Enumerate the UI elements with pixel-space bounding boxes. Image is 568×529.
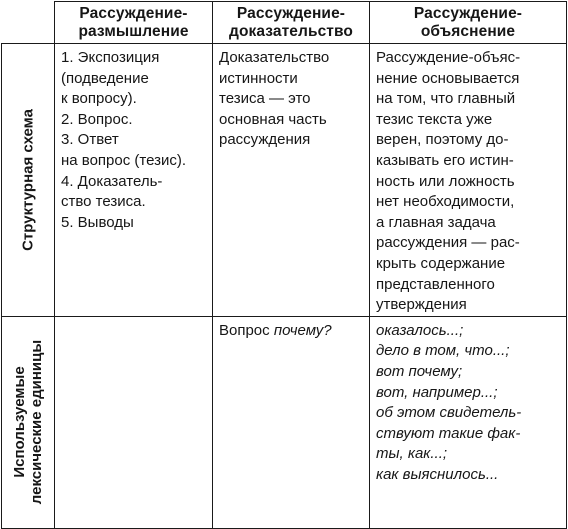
text-line: на том, что главный xyxy=(376,90,516,108)
structure-reflection-cell xyxy=(55,44,213,317)
text-line: ствуют такие фак- xyxy=(376,424,521,442)
text-line xyxy=(219,321,365,342)
text-line: на вопрос (тезис). xyxy=(61,151,187,169)
text-line: рассуждения xyxy=(219,131,311,149)
text-line: представленного xyxy=(376,275,495,293)
text-line: (подведение xyxy=(61,69,149,87)
structure-explanation-cell xyxy=(370,44,567,317)
text-line: нение основывается xyxy=(376,69,520,87)
text-line: вот почему; xyxy=(376,362,463,380)
structure-row-header xyxy=(2,44,55,317)
text-line: 2. Вопрос. xyxy=(61,110,133,128)
header-proof-line-2: доказательство xyxy=(229,22,353,40)
header-proof xyxy=(213,2,370,44)
text-line: оказалось...; xyxy=(376,321,464,339)
text-line: основная часть xyxy=(219,110,327,128)
text-line: тезис текста уже xyxy=(376,110,493,128)
text-line: 5. Выводы xyxy=(61,213,134,231)
text-line: дело в том, что...; xyxy=(376,342,510,360)
text-line: Рассуждение-объяс- xyxy=(376,49,521,66)
lexical-proof-cell xyxy=(213,316,370,528)
lexical-reflection-cell xyxy=(55,316,213,528)
structure-row-label: Структурная схема xyxy=(19,108,37,251)
lexical-row xyxy=(2,316,567,528)
text-line: к вопросу). xyxy=(61,90,137,108)
text-line: верен, поэтому до- xyxy=(376,131,509,149)
header-row xyxy=(2,2,567,44)
reasoning-types-table xyxy=(1,1,567,529)
proof-question-prefix: Вопрос xyxy=(219,321,274,339)
text-line: тезиса — это xyxy=(219,90,311,108)
lexical-explanation-cell xyxy=(370,316,567,528)
text-line: казывать его истин- xyxy=(376,151,514,169)
text-line: крыть содержание xyxy=(376,254,506,272)
header-proof-line-1: Рассуждение- xyxy=(236,4,346,22)
lexical-row-label: Используемые лексические единицы xyxy=(11,340,45,505)
corner-cell xyxy=(2,2,55,44)
text-line: утверждения xyxy=(376,296,467,314)
header-reflection-line-1: Рассуждение- xyxy=(79,4,188,22)
text-line: как выяснилось... xyxy=(376,465,499,483)
header-explanation-line-1: Рассуждение- xyxy=(413,4,523,22)
header-explanation xyxy=(370,2,567,44)
structure-row xyxy=(2,44,567,317)
text-line: нет необходимости, xyxy=(376,193,515,211)
lexical-row-header xyxy=(2,316,55,528)
text-line: ность или ложность xyxy=(376,172,515,190)
header-explanation-line-2: объяснение xyxy=(420,22,516,40)
text-line: 1. Экспозиция xyxy=(61,49,160,66)
text-line: об этом свидетель- xyxy=(376,404,522,422)
text-line: ство тезиса. xyxy=(61,193,146,211)
text-line: истинности xyxy=(219,69,298,87)
structure-proof-cell xyxy=(213,44,370,317)
proof-question-word: почему? xyxy=(273,321,332,339)
text-line: вот, например...; xyxy=(376,383,498,401)
text-line: 3. Ответ xyxy=(61,131,119,149)
text-line: рассуждения — рас- xyxy=(376,234,520,252)
header-reflection-line-2: размышление xyxy=(78,22,189,40)
text-line: Доказательство xyxy=(219,49,330,66)
text-line: ты, как...; xyxy=(376,445,448,463)
text-line: 4. Доказатель- xyxy=(61,172,163,190)
header-reflection xyxy=(55,2,213,44)
text-line: а главная задача xyxy=(376,213,496,231)
